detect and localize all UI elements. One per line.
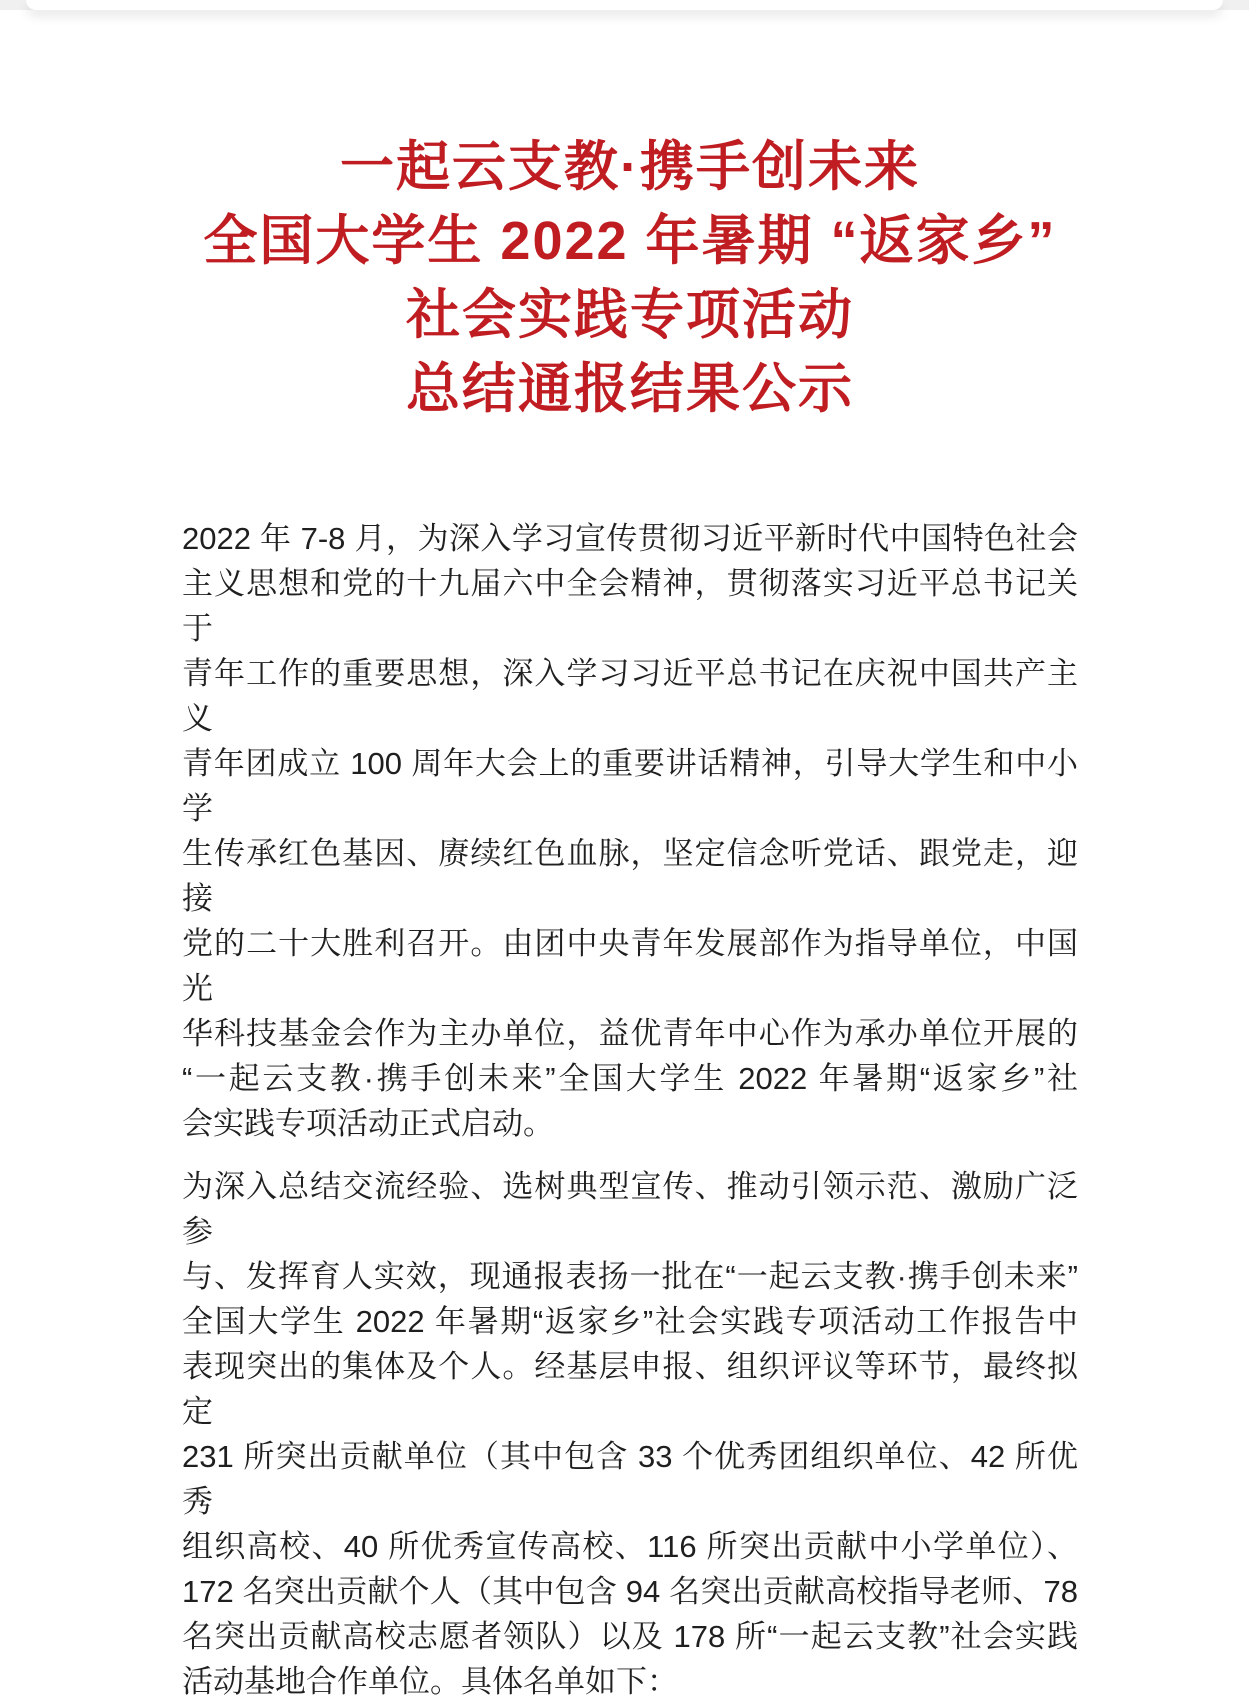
title-line-1: 一起云支教·携手创未来 [340, 137, 920, 197]
text-line: 2022 年 7-8 月，为深入学习宣传贯彻习近平新时代中国特色社会 [182, 521, 1078, 556]
text-line: 主义思想和党的十九届六中全会精神，贯彻落实习近平总书记关于 [182, 566, 1078, 646]
text-line: 华科技基金会作为主办单位，益优青年中心作为承办单位开展的 [182, 1016, 1078, 1051]
document-title [182, 130, 1078, 426]
text-line: 表现突出的集体及个人。经基层申报、组织评议等环节，最终拟定 [182, 1349, 1078, 1429]
text-line: 党的二十大胜利召开。由团中央青年发展部作为指导单位，中国光 [182, 926, 1078, 1006]
page-top-background [0, 0, 1249, 10]
paragraph-1 [182, 516, 1078, 1146]
text-line: 名突出贡献高校志愿者领队）以及 178 所“一起云支教”社会实践 [182, 1619, 1078, 1654]
title-line-2: 全国大学生 2022 年暑期 “返家乡” [203, 211, 1057, 271]
text-line: 生传承红色基因、赓续红色血脉，坚定信念听党话、跟党走，迎接 [182, 836, 1078, 916]
text-line: 为深入总结交流经验、选树典型宣传、推动引领示范、激励广泛参 [182, 1169, 1078, 1249]
text-line: 172 名突出贡献个人（其中包含 94 名突出贡献高校指导老师、78 [182, 1574, 1078, 1609]
paragraph-2 [182, 1164, 1078, 1704]
title-line-4: 总结通报结果公示 [406, 359, 854, 419]
previous-card-bottom-edge [26, 0, 1223, 10]
text-line: 活动基地合作单位。具体名单如下： [182, 1664, 678, 1699]
text-line: 青年团成立 100 周年大会上的重要讲话精神，引导大学生和中小学 [182, 746, 1078, 826]
document [182, 130, 1078, 1704]
text-line: 231 所突出贡献单位（其中包含 33 个优秀团组织单位、42 所优秀 [182, 1439, 1078, 1519]
title-line-3: 社会实践专项活动 [406, 285, 854, 345]
text-line: “一起云支教·携手创未来”全国大学生 2022 年暑期“返家乡”社 [182, 1061, 1078, 1096]
text-line: 与、发挥育人实效，现通报表扬一批在“一起云支教·携手创未来” [182, 1259, 1078, 1294]
text-line: 会实践专项活动正式启动。 [182, 1106, 554, 1141]
text-line: 青年工作的重要思想，深入学习习近平总书记在庆祝中国共产主义 [182, 656, 1078, 736]
text-line: 组织高校、40 所优秀宣传高校、116 所突出贡献中小学单位）、 [182, 1529, 1078, 1564]
text-line: 全国大学生 2022 年暑期“返家乡”社会实践专项活动工作报告中 [182, 1304, 1078, 1339]
